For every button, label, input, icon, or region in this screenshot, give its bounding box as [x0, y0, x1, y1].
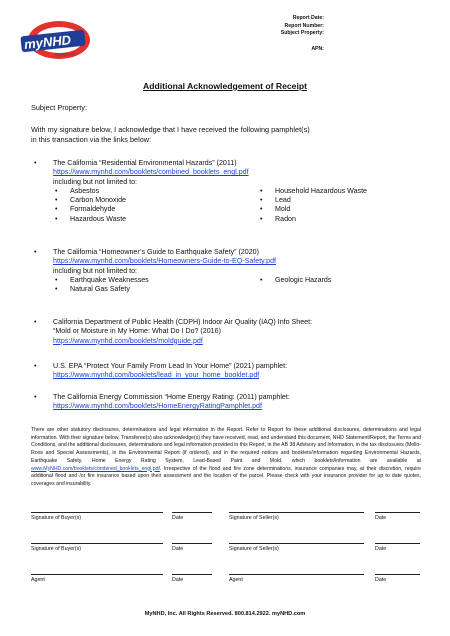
signature-label: Signature of Buyer(s)	[31, 515, 82, 521]
agent-label: Agent	[31, 577, 45, 583]
disclosure-link[interactable]: www.MyNHD.com/booklets/combined_booklets_engl.pdf	[31, 465, 160, 472]
bullet-icon: •	[260, 214, 263, 223]
signature-label: Signature of Seller(s)	[229, 515, 279, 521]
pamphlet-link[interactable]: https://www.mynhd.com/booklets/combined_booklets_engl.pdf	[53, 168, 249, 177]
pamphlet-title: The California Energy Commission “Home Energy Rating: (2011) pamphlet:	[53, 393, 290, 401]
including-label: including but not limited to:	[53, 266, 137, 275]
page-footer: MyNHD, Inc. All Rights Reserved. 800.814.2922. myNHD.com	[144, 611, 306, 617]
bullet-icon: •	[34, 318, 37, 326]
hazard-item: • Carbon Monoxide	[55, 196, 126, 205]
including-label: including but not limited to:	[53, 177, 137, 186]
seller-signature-line[interactable]	[229, 543, 364, 544]
report-date-label: Report Date:	[292, 15, 324, 21]
signature-label: Signature of Seller(s)	[229, 546, 279, 552]
bullet-icon: •	[55, 285, 58, 294]
pamphlet-title: California Department of Public Health (CDPH) Indoor Air Quality (IAQ) Info Sheet:	[53, 318, 313, 326]
date-label: Date	[375, 577, 387, 583]
bullet-icon: •	[55, 205, 58, 214]
buyer-date-line[interactable]	[172, 543, 212, 544]
pamphlet-link[interactable]: https://www.mynhd.com/booklets/moldguide.pdf	[53, 336, 203, 345]
signature-label: Signature of Buyer(s)	[31, 546, 82, 552]
bullet-icon: •	[34, 159, 37, 167]
bullet-icon: •	[260, 196, 263, 205]
seller-date-line[interactable]	[375, 512, 420, 513]
buyer-date-line[interactable]	[172, 512, 212, 513]
hazard-item: • Asbestos	[55, 186, 100, 195]
subject-property-label: Subject Property:	[31, 103, 87, 112]
intro-line: in this transaction via the links below:	[31, 134, 152, 144]
pamphlet-link[interactable]: https://www.mynhd.com/booklets/lead_in_your_home_booklet.pdf	[53, 371, 260, 380]
pamphlet-title: The California “Residential Environmental Hazards” (2011)	[53, 159, 237, 167]
hazard-item: • Radon	[260, 214, 296, 223]
bullet-icon: •	[260, 186, 263, 195]
bullet-icon: •	[55, 275, 58, 284]
report-fields	[250, 15, 324, 54]
date-label: Date	[172, 515, 184, 521]
bullet-icon: •	[34, 248, 37, 256]
bullet-icon: •	[34, 393, 37, 401]
date-label: Date	[172, 577, 184, 583]
bullet-icon: •	[55, 186, 58, 195]
hazard-item: • Geologic Hazards	[260, 275, 332, 284]
agent-label: Agent	[229, 577, 243, 583]
agent-date-line[interactable]	[375, 574, 420, 575]
buyer-signature-line[interactable]	[31, 512, 163, 513]
hazard-item: • Household Hazardous Waste	[260, 186, 368, 195]
bullet-icon: •	[55, 196, 58, 205]
agent-signature-line[interactable]	[229, 574, 364, 575]
mynhd-logo	[19, 18, 91, 62]
logo-brand-text: myNHD	[23, 32, 72, 52]
intro-line: With my signature below, I acknowledge that I have received the following pamphlet(s)	[31, 125, 310, 134]
disclosure-text: . Irrespective of the flood and fire zone determinations, insurance companies may, at their discretion, require additional flood and /or fire insurance based upon their assessment and the location of the parcel. Please check with your insurance provider for up to date quotes, coverages and insurability.	[31, 465, 421, 487]
pamphlet-link[interactable]: https://www.mynhd.com/booklets/Homeowners-Guide-to-EQ-Safety.pdf	[53, 257, 277, 266]
hazard-item: • Lead	[260, 196, 291, 205]
hazard-item: • Mold	[260, 205, 291, 214]
date-label: Date	[375, 515, 387, 521]
bullet-icon: •	[260, 275, 263, 284]
bullet-icon: •	[260, 205, 263, 214]
hazard-item: • Earthquake Weaknesses	[55, 275, 149, 284]
date-label: Date	[172, 546, 184, 552]
agent-date-line[interactable]	[172, 574, 212, 575]
intro-text	[31, 125, 411, 144]
pamphlet-title: U.S. EPA “Protect Your Family From Lead In Your Home” (2021) pamphlet:	[53, 362, 288, 370]
seller-date-line[interactable]	[375, 543, 420, 544]
buyer-signature-line[interactable]	[31, 543, 163, 544]
disclosure-paragraph	[31, 427, 421, 489]
disclosure-text: There are other statutory disclosures, determinations and legal information in the Report. Refer to Report for these additional disclosures, determinations and legal information. With their signature below, Transferee(s) also acknowledge(s) they have received, read, and understand this document, NHD Statement/Report, the Terms and Conditions, and the additional disclosures, determinations and legal information provided in this Report, in the AB 38 Advisory and information, in the tax disclosures (Mello-Roos and Special Assessments), in the Environmental Report (if ordered), and in the required notices and booklets/information regarding Environmental Hazards, Earthquake Safety, Home Energy Rating System, Lead-Based Paint and Mold, which booklets/information are available at	[31, 427, 421, 464]
pamphlet-title: The California “Homeowner’s Guide to Earthquake Safety” (2020)	[53, 248, 259, 256]
bullet-icon: •	[34, 362, 37, 370]
hazard-item: • Hazardous Waste	[55, 214, 127, 223]
subject-property-header-label: Subject Property:	[280, 30, 324, 37]
hazard-item: • Formaldehyde	[55, 205, 116, 214]
page-title: Additional Acknowledgement of Receipt	[143, 81, 307, 91]
logo-domain-text: mynhd.com	[55, 51, 76, 57]
pamphlet-subtitle: “Mold or Moisture in My Home: What Do I Do? (2016)	[53, 327, 221, 336]
report-number-label: Report Number:	[284, 22, 324, 29]
apn-label: APN:	[311, 46, 324, 53]
agent-signature-line[interactable]	[31, 574, 163, 575]
pamphlet-link[interactable]: https://www.mynhd.com/booklets/HomeEnergyRatingPamphlet.pdf	[53, 402, 262, 411]
hazard-item: • Natural Gas Safety	[55, 285, 130, 294]
seller-signature-line[interactable]	[229, 512, 364, 513]
bullet-icon: •	[55, 214, 58, 223]
date-label: Date	[375, 546, 387, 552]
